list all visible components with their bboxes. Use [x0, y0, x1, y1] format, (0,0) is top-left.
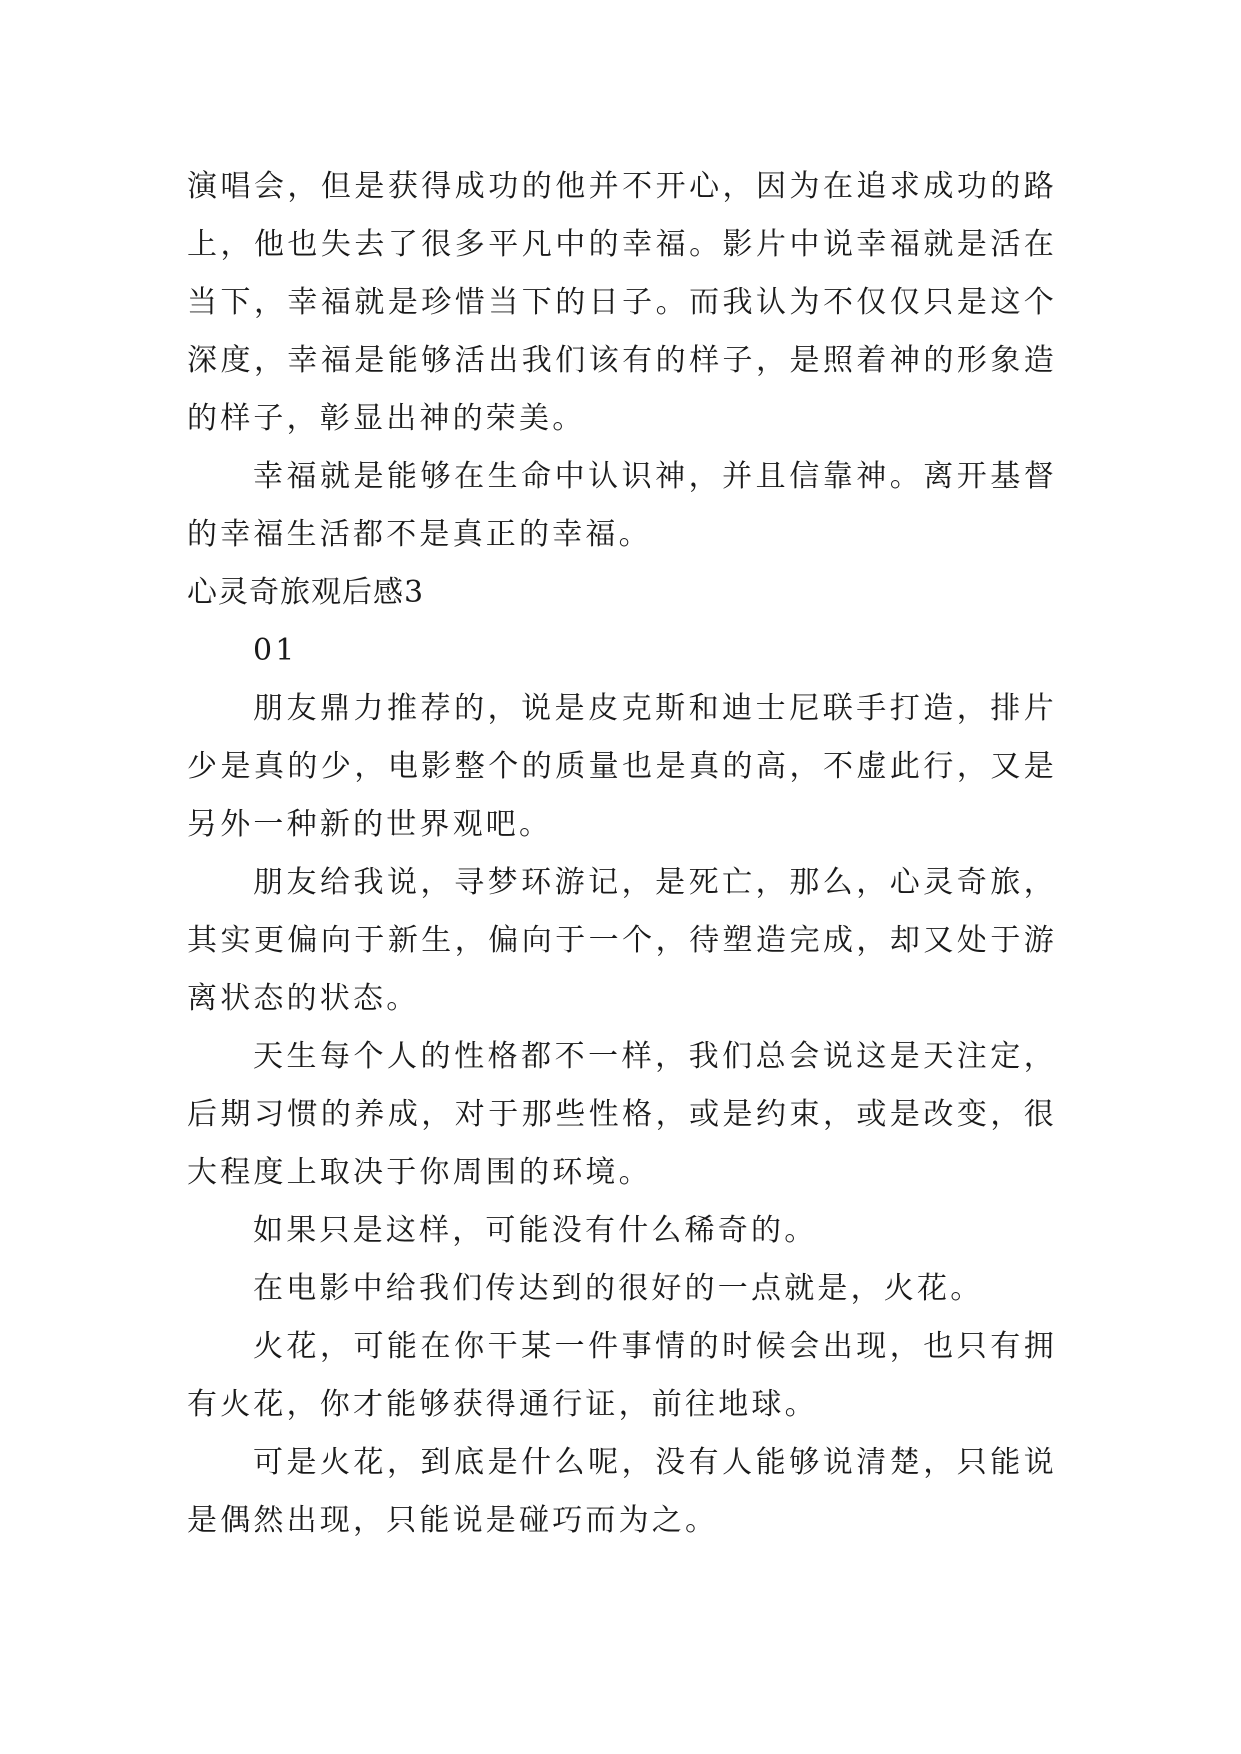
body-paragraph: 如果只是这样，可能没有什么稀奇的。 [253, 1213, 818, 1248]
body-paragraph: 天生每个人的性格都不一样，我们总会说这是天注定，后期习惯的养成，对于那些性格，或是约束，或是改变，很大程度上取决于你周围的环境。 [187, 1039, 1057, 1190]
body-paragraph: 在电影中给我们传达到的很好的一点就是，火花。 [253, 1271, 984, 1306]
body-paragraph: 朋友给我说，寻梦环游记，是死亡，那么，心灵奇旅，其实更偏向于新生，偏向于一个，待塑造完成，却又处于游离状态的状态。 [187, 865, 1057, 1016]
section-number: 01 [253, 633, 298, 668]
section-heading: 心灵奇旅观后感3 [187, 575, 425, 610]
body-paragraph: 可是火花，到底是什么呢，没有人能够说清楚，只能说是偶然出现，只能说是碰巧而为之。 [187, 1445, 1057, 1538]
document-body [187, 158, 1057, 1550]
body-paragraph: 演唱会，但是获得成功的他并不开心，因为在追求成功的路上，他也失去了很多平凡中的幸福。影片中说幸福就是活在当下，幸福就是珍惜当下的日子。而我认为不仅仅只是这个深度，幸福是能够活出我们该有的样子，是照着神的形象造的样子，彰显出神的荣美。 [187, 169, 1057, 436]
body-paragraph: 幸福就是能够在生命中认识神，并且信靠神。离开基督的幸福生活都不是真正的幸福。 [187, 459, 1057, 552]
body-paragraph: 朋友鼎力推荐的，说是皮克斯和迪士尼联手打造，排片少是真的少，电影整个的质量也是真的高，不虚此行，又是另外一种新的世界观吧。 [187, 691, 1057, 842]
body-paragraph: 火花，可能在你干某一件事情的时候会出现，也只有拥有火花，你才能够获得通行证，前往地球。 [187, 1329, 1057, 1422]
